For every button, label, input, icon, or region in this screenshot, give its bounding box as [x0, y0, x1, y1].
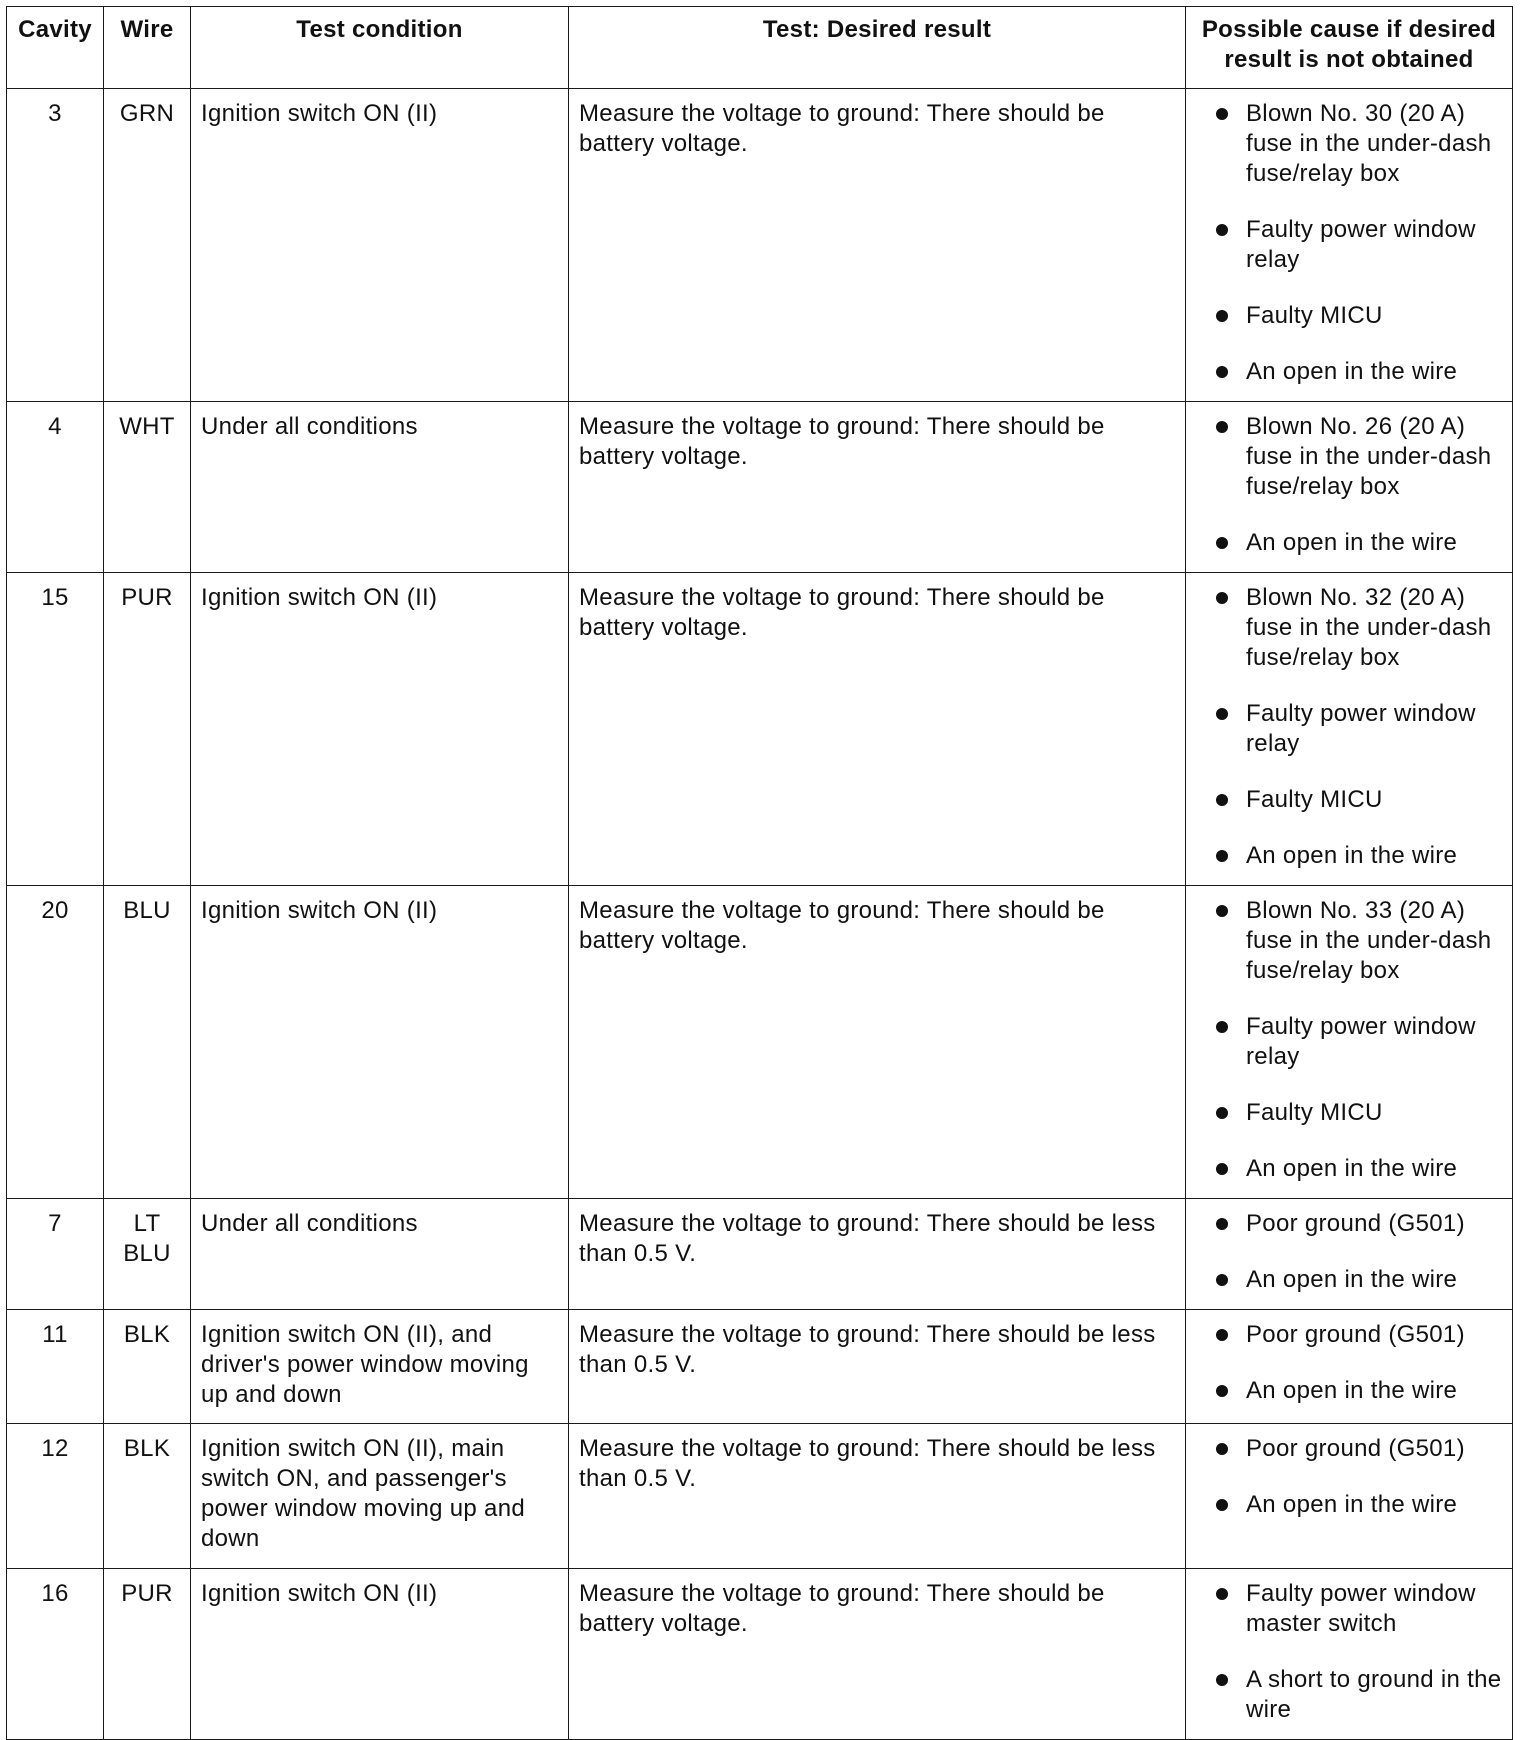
desired-result-cell: Measure the voltage to ground: There should be battery voltage. [569, 1569, 1186, 1740]
table-row [7, 89, 1513, 402]
bullet-icon [1216, 1021, 1228, 1033]
cause-text: An open in the wire [1246, 842, 1458, 869]
bullet-icon [1216, 108, 1228, 120]
header-desired-result: Test: Desired result [569, 7, 1186, 89]
desired-result-cell: Measure the voltage to ground: There should be less than 0.5 V. [569, 1199, 1186, 1310]
cause-item [1196, 1490, 1502, 1520]
cause-text: Poor ground (G501) [1246, 1321, 1465, 1348]
bullet-icon [1216, 310, 1228, 322]
possible-cause-cell [1186, 886, 1513, 1199]
bullet-icon [1216, 905, 1228, 917]
cause-list [1196, 99, 1502, 387]
wire-cell: PUR [104, 573, 191, 886]
wire-cell: WHT [104, 402, 191, 573]
bullet-icon [1216, 1329, 1228, 1341]
cause-text: Faulty power window master switch [1246, 1580, 1476, 1637]
table-row [7, 886, 1513, 1199]
cause-list [1196, 583, 1502, 871]
test-condition-cell: Ignition switch ON (II) [191, 1569, 569, 1740]
diagnostic-table [6, 6, 1513, 1740]
cause-item [1196, 896, 1502, 986]
table-header [7, 7, 1513, 89]
bullet-icon [1216, 1674, 1228, 1686]
table-row [7, 1199, 1513, 1310]
possible-cause-cell [1186, 89, 1513, 402]
cause-item [1196, 528, 1502, 558]
cause-list [1196, 1209, 1502, 1295]
table-row [7, 1310, 1513, 1424]
bullet-icon [1216, 224, 1228, 236]
cause-item [1196, 1434, 1502, 1464]
wire-cell: BLU [104, 886, 191, 1199]
cause-text: Blown No. 30 (20 A) fuse in the under-dash fuse/relay box [1246, 100, 1492, 187]
wire-cell: BLK [104, 1424, 191, 1569]
cause-item [1196, 301, 1502, 331]
cavity-cell: 4 [7, 402, 104, 573]
table-row [7, 1424, 1513, 1569]
cause-text: Faulty power window relay [1246, 1013, 1476, 1070]
cause-text: Poor ground (G501) [1246, 1435, 1465, 1462]
table-body [7, 89, 1513, 1740]
bullet-icon [1216, 1107, 1228, 1119]
cavity-cell: 20 [7, 886, 104, 1199]
cavity-cell: 11 [7, 1310, 104, 1424]
cause-text: Faulty MICU [1246, 786, 1383, 813]
wire-cell: GRN [104, 89, 191, 402]
cause-text: An open in the wire [1246, 1491, 1458, 1518]
cause-item [1196, 1320, 1502, 1350]
cause-item [1196, 1665, 1502, 1725]
bullet-icon [1216, 1443, 1228, 1455]
desired-result-cell: Measure the voltage to ground: There should be battery voltage. [569, 886, 1186, 1199]
cause-item [1196, 1376, 1502, 1406]
bullet-icon [1216, 708, 1228, 720]
bullet-icon [1216, 1588, 1228, 1600]
bullet-icon [1216, 1499, 1228, 1511]
wire-cell: LT BLU [104, 1199, 191, 1310]
cause-text: Faulty MICU [1246, 1099, 1383, 1126]
wire-cell: BLK [104, 1310, 191, 1424]
bullet-icon [1216, 421, 1228, 433]
cavity-cell: 12 [7, 1424, 104, 1569]
wire-cell: PUR [104, 1569, 191, 1740]
test-condition-cell: Ignition switch ON (II), and driver's power window moving up and down [191, 1310, 569, 1424]
cause-list [1196, 1434, 1502, 1520]
cause-text: An open in the wire [1246, 1155, 1458, 1182]
cause-item [1196, 99, 1502, 189]
cause-item [1196, 1579, 1502, 1639]
possible-cause-cell [1186, 1569, 1513, 1740]
table-row [7, 1569, 1513, 1740]
cause-text: An open in the wire [1246, 1377, 1458, 1404]
desired-result-cell: Measure the voltage to ground: There should be less than 0.5 V. [569, 1310, 1186, 1424]
table-row [7, 573, 1513, 886]
desired-result-cell: Measure the voltage to ground: There should be battery voltage. [569, 573, 1186, 886]
test-condition-cell: Ignition switch ON (II) [191, 573, 569, 886]
cause-list [1196, 1320, 1502, 1406]
test-condition-cell: Ignition switch ON (II), main switch ON, and passenger's power window moving up and down [191, 1424, 569, 1569]
cavity-cell: 15 [7, 573, 104, 886]
cause-text: Faulty power window relay [1246, 700, 1476, 757]
cause-text: An open in the wire [1246, 1266, 1458, 1293]
cause-text: Faulty MICU [1246, 302, 1383, 329]
bullet-icon [1216, 850, 1228, 862]
bullet-icon [1216, 366, 1228, 378]
cavity-cell: 3 [7, 89, 104, 402]
cause-item [1196, 699, 1502, 759]
cause-item [1196, 1265, 1502, 1295]
cause-text: Faulty power window relay [1246, 216, 1476, 273]
possible-cause-cell [1186, 1199, 1513, 1310]
cause-item [1196, 1012, 1502, 1072]
desired-result-cell: Measure the voltage to ground: There should be battery voltage. [569, 89, 1186, 402]
cause-text: An open in the wire [1246, 358, 1458, 385]
cause-item [1196, 1098, 1502, 1128]
header-test-condition: Test condition [191, 7, 569, 89]
cause-item [1196, 1209, 1502, 1239]
cause-item [1196, 841, 1502, 871]
possible-cause-cell [1186, 573, 1513, 886]
bullet-icon [1216, 592, 1228, 604]
bullet-icon [1216, 1163, 1228, 1175]
cause-text: An open in the wire [1246, 529, 1458, 556]
header-row [7, 7, 1513, 89]
desired-result-cell: Measure the voltage to ground: There should be less than 0.5 V. [569, 1424, 1186, 1569]
possible-cause-cell [1186, 1310, 1513, 1424]
cause-text: Blown No. 26 (20 A) fuse in the under-dash fuse/relay box [1246, 413, 1492, 500]
cause-text: A short to ground in the wire [1246, 1666, 1502, 1723]
bullet-icon [1216, 1274, 1228, 1286]
cause-list [1196, 896, 1502, 1184]
bullet-icon [1216, 794, 1228, 806]
test-condition-cell: Ignition switch ON (II) [191, 89, 569, 402]
cause-text: Poor ground (G501) [1246, 1210, 1465, 1237]
cause-text: Blown No. 32 (20 A) fuse in the under-dash fuse/relay box [1246, 584, 1492, 671]
header-possible-cause: Possible cause if desired result is not obtained [1186, 7, 1513, 89]
cavity-cell: 7 [7, 1199, 104, 1310]
cause-item [1196, 583, 1502, 673]
cause-item [1196, 215, 1502, 275]
test-condition-cell: Ignition switch ON (II) [191, 886, 569, 1199]
test-condition-cell: Under all conditions [191, 1199, 569, 1310]
bullet-icon [1216, 537, 1228, 549]
cause-text: Blown No. 33 (20 A) fuse in the under-dash fuse/relay box [1246, 897, 1492, 984]
possible-cause-cell [1186, 1424, 1513, 1569]
bullet-icon [1216, 1218, 1228, 1230]
test-condition-cell: Under all conditions [191, 402, 569, 573]
cause-item [1196, 785, 1502, 815]
cause-list [1196, 1579, 1502, 1725]
possible-cause-cell [1186, 402, 1513, 573]
header-wire: Wire [104, 7, 191, 89]
table-row [7, 402, 1513, 573]
header-cavity: Cavity [7, 7, 104, 89]
cause-list [1196, 412, 1502, 558]
cause-item [1196, 1154, 1502, 1184]
cause-item [1196, 412, 1502, 502]
cavity-cell: 16 [7, 1569, 104, 1740]
bullet-icon [1216, 1385, 1228, 1397]
cause-item [1196, 357, 1502, 387]
desired-result-cell: Measure the voltage to ground: There should be battery voltage. [569, 402, 1186, 573]
